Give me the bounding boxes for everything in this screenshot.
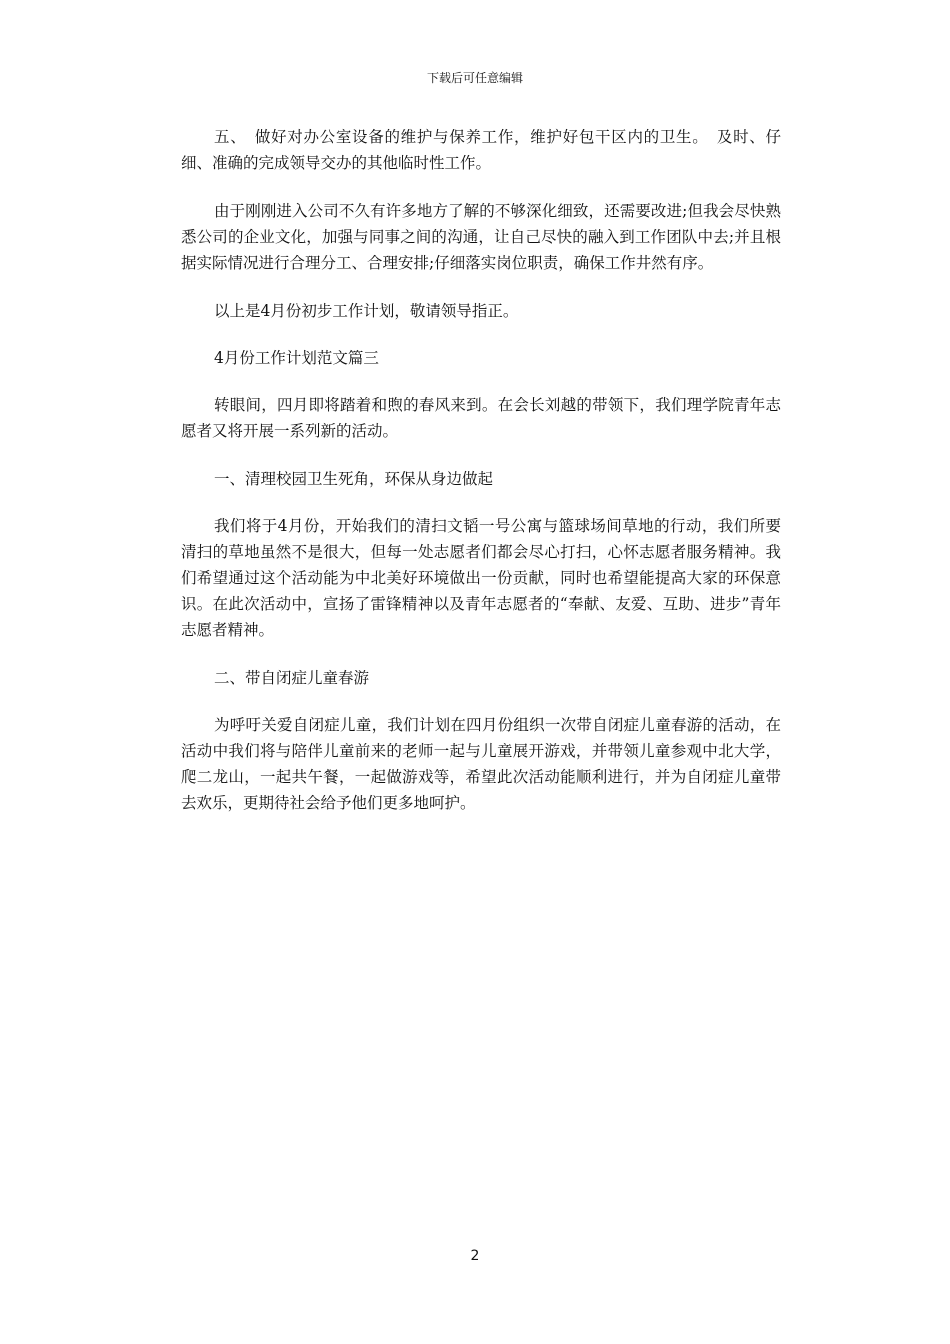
- heading-item-two: 二、带自闭症儿童春游: [214, 669, 370, 687]
- paragraph-cleanup: 我们将于4月份，开始我们的清扫文韬一号公寓与篮球场间草地的行动，我们所要清扫的草地虽然不是很大，但每一处志愿者们都会尽心打扫，心怀志愿者服务精神。我们希望通过这个活动能为中北美好环境做出一份贡献，同时也希望能提高大家的环保意识。在此次活动中，宣扬了雷锋精神以及青年志愿者的“奉献、友爱、互助、进步”青年志愿者精神。: [181, 517, 781, 639]
- page-number: 2: [470, 1248, 480, 1264]
- heading-item-one: 一、清理校园卫生死角，环保从身边做起: [214, 470, 494, 488]
- paragraph-intro: 转眼间，四月即将踏着和煦的春风来到。在会长刘越的带领下，我们理学院青年志愿者又将开展一系列新的活动。: [181, 396, 781, 440]
- paragraph-closing: 以上是4月份初步工作计划，敬请领导指正。: [214, 302, 519, 320]
- section-title: 4月份工作计划范文篇三: [214, 349, 379, 367]
- paragraph-office-equipment: 五、 做好对办公室设备的维护与保养工作，维护好包干区内的卫生。 及时、仔细、准确的完成领导交办的其他临时性工作。: [181, 128, 781, 172]
- document-body: [181, 124, 781, 838]
- paragraph-spring-outing: 为呼吁关爱自闭症儿童，我们计划在四月份组织一次带自闭症儿童春游的活动，在活动中我们将与陪伴儿童前来的老师一起与儿童展开游戏，并带领儿童参观中北大学，爬二龙山，一起共午餐，一起做游戏等，希望此次活动能顺利进行，并为自闭症儿童带去欢乐，更期待社会给予他们更多地呵护。: [181, 716, 781, 812]
- paragraph-new-employee: 由于刚刚进入公司不久有许多地方了解的不够深化细致，还需要改进;但我会尽快熟悉公司的企业文化，加强与同事之间的沟通，让自己尽快的融入到工作团队中去;并且根据实际情况进行合理分工、合理安排;仔细落实岗位职责，确保工作井然有序。: [181, 202, 781, 272]
- page-header: 下载后可任意编辑: [426, 71, 523, 85]
